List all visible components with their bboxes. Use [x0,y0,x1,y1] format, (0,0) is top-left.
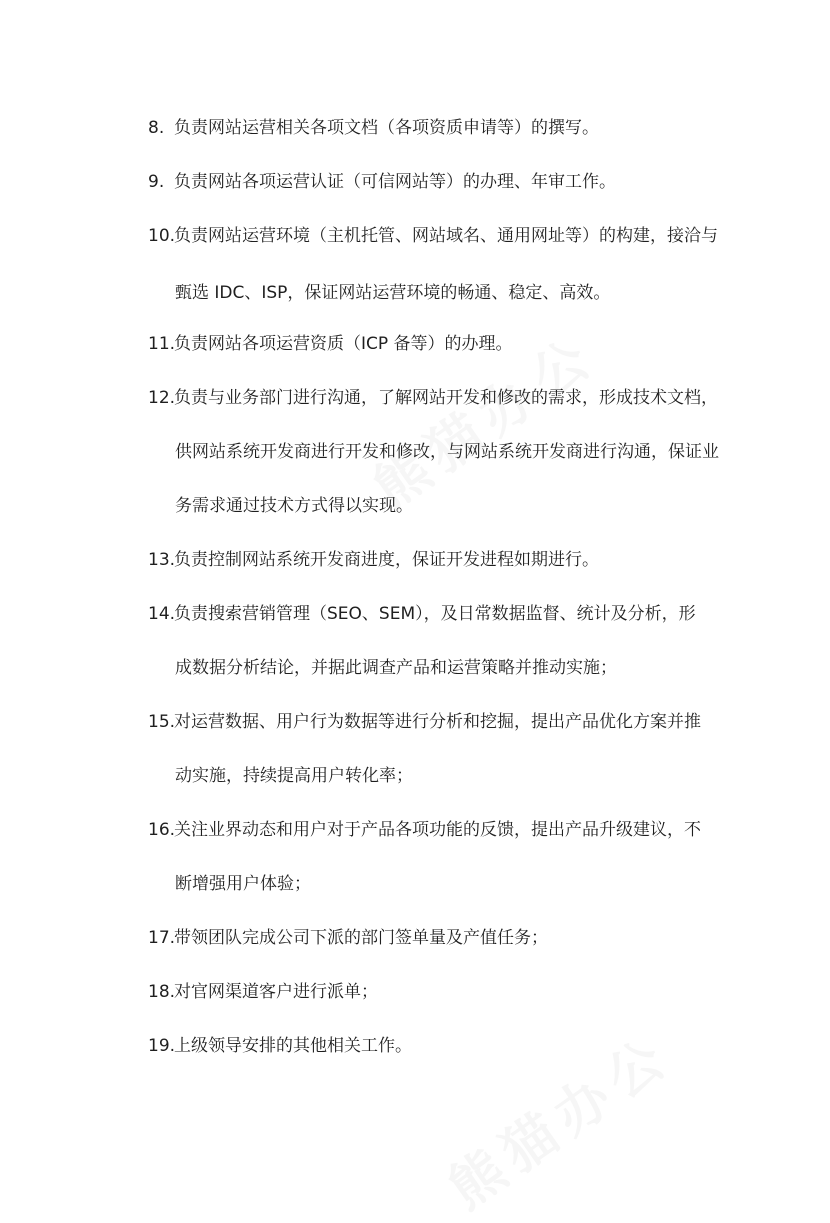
list-item-number: 8. [148,118,165,138]
list-item-number: 13. [148,550,176,570]
list-item-number: 11. [148,334,176,354]
list-item-text: 对官网渠道客户进行派单； [174,982,378,1002]
list-item [148,548,723,572]
list-item-number: 10. [148,226,176,246]
list-item-number: 18. [148,982,176,1002]
list-item [148,980,723,1004]
list-item-continuation: 成数据分析结论，并据此调查产品和运营策略并推动实施； [175,658,617,678]
list-item [148,818,723,842]
list-item-text: 上级领导安排的其他相关工作。 [174,1036,412,1056]
list-item-text: 负责网站各项运营资质（ICP 备等）的办理。 [174,334,513,354]
list-item-continuation: 务需求通过技术方式得以实现。 [175,496,413,516]
list-item-text: 负责网站运营环境（主机托管、网站域名、通用网址等）的构建，接洽与 [174,226,718,246]
list-item-text: 负责网站各项运营认证（可信网站等）的办理、年审工作。 [174,172,616,192]
list-item [148,1034,723,1058]
list-item [148,224,723,248]
list-item-number: 14. [148,604,176,624]
list-item-number: 12. [148,388,176,408]
list-item-number: 9. [148,172,165,192]
list-item-continuation: 供网站系统开发商进行开发和修改，与网站系统开发商进行沟通，保证业 [175,442,719,462]
list-item-continuation: 断增强用户体验； [175,874,311,894]
list-item-number: 19. [148,1036,176,1056]
list-item [148,710,723,734]
list-item-continuation: 甄选 IDC、ISP，保证网站运营环境的畅通、稳定、高效。 [175,283,611,303]
list-item [148,170,723,194]
list-item-text: 负责网站运营相关各项文档（各项资质申请等）的撰写。 [174,118,599,138]
list-item [148,116,723,140]
list-item-number: 17. [148,928,176,948]
list-item-text: 负责与业务部门进行沟通，了解网站开发和修改的需求，形成技术文档， [174,388,718,408]
list-item [148,926,723,950]
list-item-text: 关注业界动态和用户对于产品各项功能的反馈，提出产品升级建议，不 [174,820,701,840]
list-item [148,332,723,356]
list-item [148,386,723,410]
list-item-text: 负责控制网站系统开发商进度，保证开发进程如期进行。 [174,550,599,570]
list-item-number: 16. [148,820,176,840]
list-item-text: 对运营数据、用户行为数据等进行分析和挖掘，提出产品优化方案并推 [174,712,701,732]
list-item-text: 负责搜索营销管理（SEO、SEM），及日常数据监督、统计及分析，形 [174,604,696,624]
list-item-text: 带领团队完成公司下派的部门签单量及产值任务； [174,928,548,948]
list-item [148,602,723,626]
list-item-continuation: 动实施，持续提高用户转化率； [175,766,413,786]
list-item-number: 15. [148,712,176,732]
